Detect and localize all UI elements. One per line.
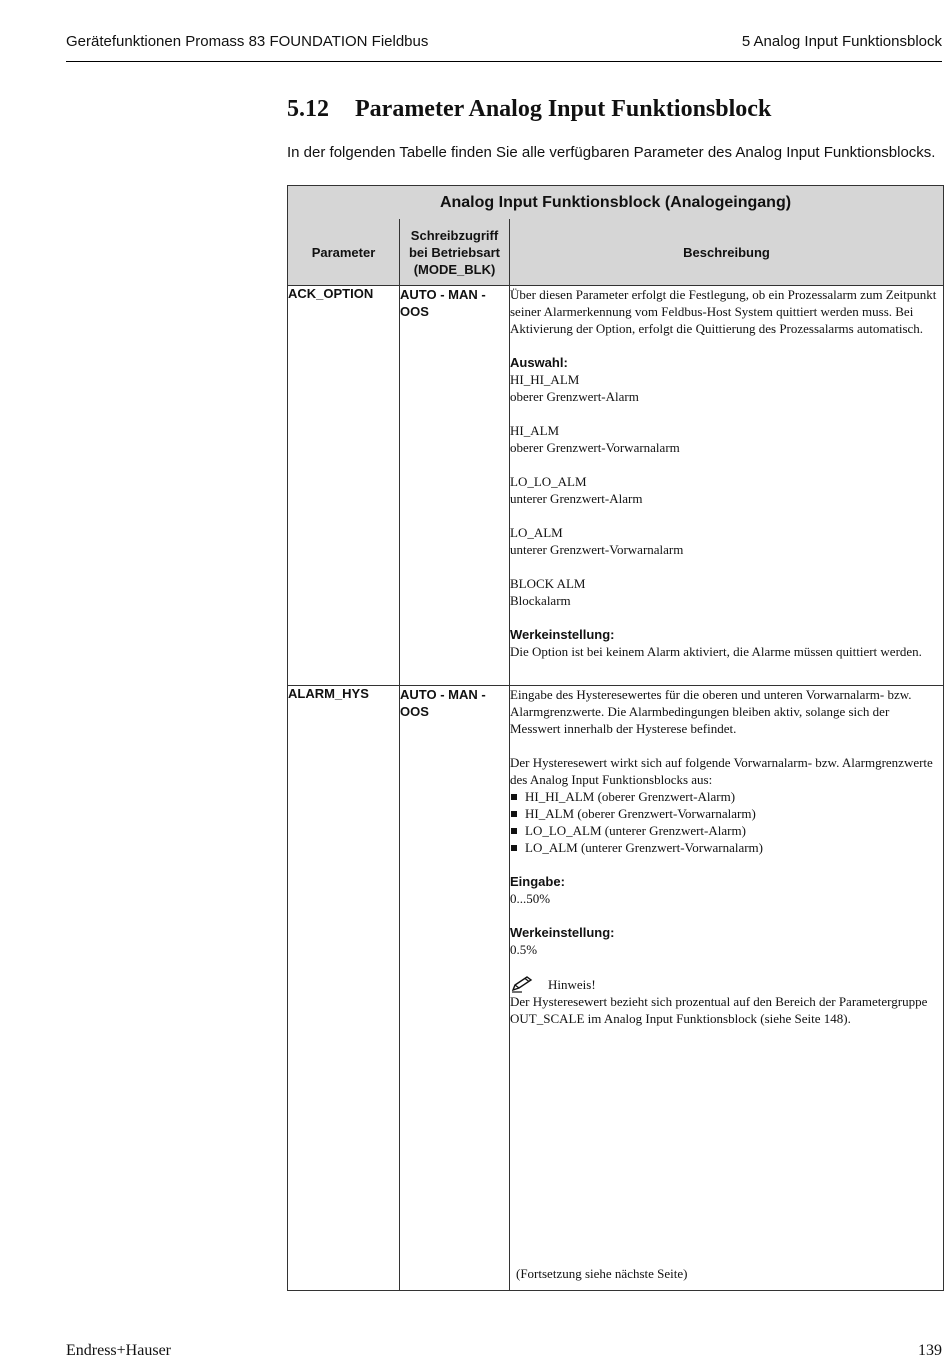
column-header-access: [400, 219, 510, 286]
continuation-note: (Fortsetzung siehe nächste Seite): [516, 1266, 688, 1281]
option-item: [510, 524, 943, 558]
note-heading: [510, 975, 943, 993]
section-title: Parameter Analog Input Funktionsblock: [355, 96, 772, 122]
option-code: LO_ALM: [510, 525, 563, 540]
access-header-line: Schreibzugriff: [410, 227, 499, 243]
header-document-title: Gerätefunktionen Promass 83 FOUNDATION Fieldbus: [66, 33, 429, 50]
note-text: Der Hysteresewert bezieht sich prozentual auf den Bereich der Parametergruppe OUT_SCALE im Analog Input Funktionsblock (siehe Seite 148).: [510, 994, 928, 1026]
description-text: Eingabe des Hysteresewertes für die oberen und unteren Vorwarnalarm- bzw. Alarmgrenzwerte. Die Alarmbedingungen bleiben aktiv, solange sich der Messwert innerhalb der Hysterese befindet.: [510, 687, 912, 736]
option-code: LO_LO_ALM: [510, 474, 587, 489]
description-text: Der Hysteresewert wirkt sich auf folgende Vorwarnalarm- bzw. Alarmgrenzwerte des Analog Input Funktionsblocks aus:: [510, 755, 933, 787]
option-label: Blockalarm: [510, 593, 571, 608]
header-chapter-title: 5 Analog Input Funktionsblock: [741, 33, 942, 50]
option-label: oberer Grenzwert-Vorwarnalarm: [510, 440, 680, 455]
column-header-description: Beschreibung: [510, 219, 944, 286]
page-number: 139: [918, 1342, 942, 1359]
section-intro: In der folgenden Tabelle finden Sie alle verfügbaren Parameter des Analog Input Funktionsblocks.: [287, 144, 936, 161]
page-header: [66, 33, 942, 62]
default-value: 0.5%: [510, 942, 538, 957]
description-cell: [510, 286, 944, 686]
options-block: [510, 354, 943, 405]
selection-label: Auswahl:: [510, 355, 568, 370]
default-value: Die Option ist bei keinem Alarm aktiviert, die Alarme müssen quittiert werden.: [510, 644, 922, 659]
description-cell: [510, 686, 944, 1291]
section-number: 5.12: [287, 96, 329, 122]
footer-brand: Endress+Hauser: [66, 1342, 171, 1359]
list-item: HI_HI_ALM (oberer Grenzwert-Alarm): [510, 788, 943, 805]
access-header-line: (MODE_BLK): [413, 261, 496, 277]
default-label: Werkeinstellung:: [510, 925, 615, 940]
table-header-row: [288, 219, 944, 286]
column-header-parameter: Parameter: [288, 219, 400, 286]
pencil-icon: [510, 975, 534, 993]
parameter-table: [287, 185, 944, 1291]
option-item: [510, 473, 943, 507]
access-mode: AUTO - MAN - OOS: [400, 686, 510, 1291]
default-block: [510, 924, 943, 958]
option-code: HI_ALM: [510, 423, 560, 438]
list-item: LO_ALM (unterer Grenzwert-Vorwarnalarm): [510, 839, 943, 856]
default-label: Werkeinstellung:: [510, 627, 615, 642]
bullet-list: [510, 788, 943, 856]
default-block: [510, 626, 943, 660]
parameter-name: ACK_OPTION: [288, 286, 400, 686]
input-block: [510, 873, 943, 907]
description-text: Über diesen Parameter erfolgt die Festlegung, ob ein Prozessalarm zum Zeitpunkt seiner Alarmerkennung vom Feldbus-Host System quittiert werden muss. Bei Aktivierung der Option, erfolgt die Quittierung des Prozessalarms automatisch.: [510, 287, 937, 336]
input-value: 0...50%: [510, 891, 551, 906]
table-row: [288, 286, 944, 686]
option-label: oberer Grenzwert-Alarm: [510, 389, 639, 404]
note-block: [510, 975, 943, 1027]
list-item: HI_ALM (oberer Grenzwert-Vorwarnalarm): [510, 805, 943, 822]
input-label: Eingabe:: [510, 874, 565, 889]
option-code: HI_HI_ALM: [510, 372, 580, 387]
table-caption: Analog Input Funktionsblock (Analogeingang): [288, 186, 944, 220]
affected-limits-block: [510, 754, 943, 856]
list-item: LO_LO_ALM (unterer Grenzwert-Alarm): [510, 822, 943, 839]
option-item: [510, 575, 943, 609]
access-header-line: bei Betriebsart: [408, 244, 501, 260]
table-row: [288, 686, 944, 1291]
note-label: Hinweis!: [548, 976, 596, 992]
option-label: unterer Grenzwert-Vorwarnalarm: [510, 542, 684, 557]
access-mode: AUTO - MAN - OOS: [400, 286, 510, 686]
section-heading: [287, 96, 771, 123]
option-label: unterer Grenzwert-Alarm: [510, 491, 643, 506]
option-code: BLOCK ALM: [510, 576, 586, 591]
option-item: [510, 422, 943, 456]
parameter-name: ALARM_HYS: [288, 686, 400, 1291]
